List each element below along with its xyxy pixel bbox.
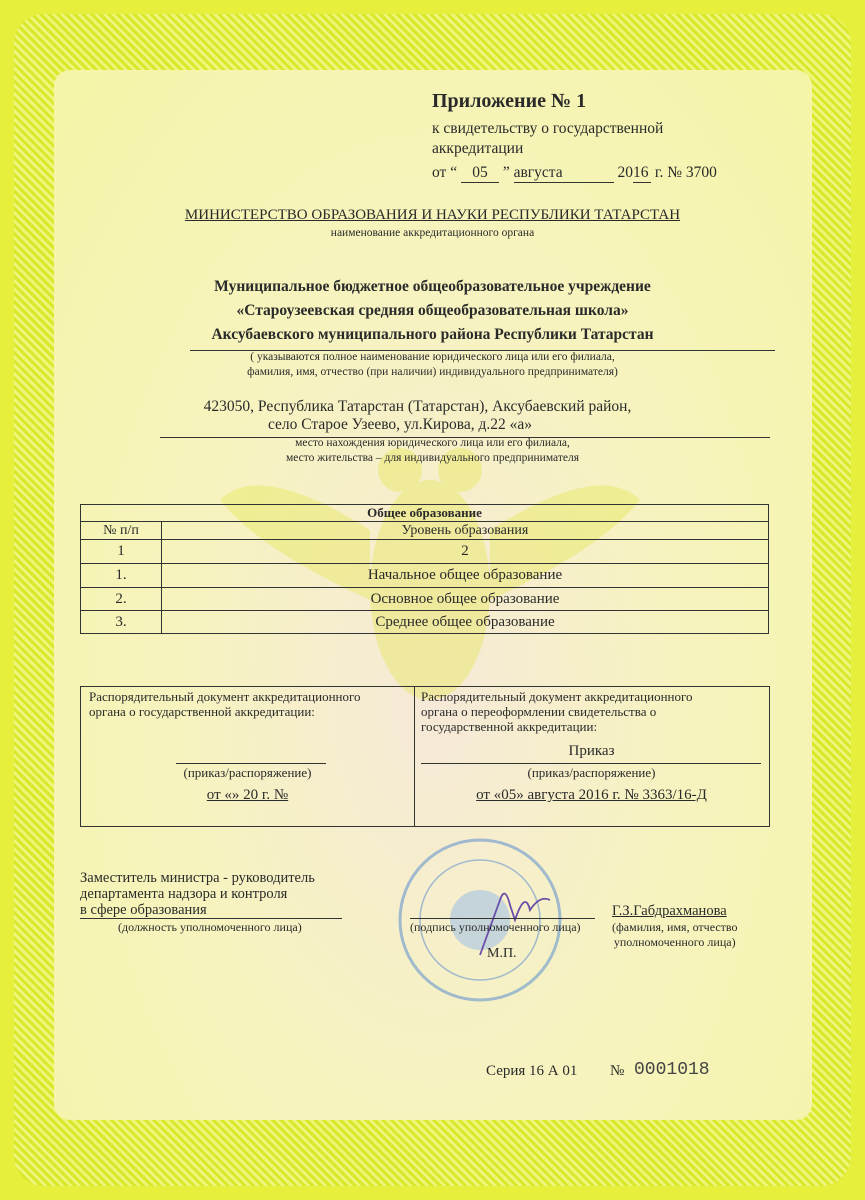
signature-caption: (подпись уполномоченного лица) — [410, 920, 581, 934]
org-name-1: Муниципальное бюджетное общеобразовательное учреждение — [214, 278, 651, 295]
row-number: 2. — [81, 588, 162, 611]
right-date: от «05» августа 2016 г. № 3363/16-Д — [476, 787, 707, 803]
name-caption: (фамилия, имя, отчество уполномоченного лица) — [612, 920, 738, 949]
table-row — [81, 588, 769, 611]
serial-series: Серия 16 А 01 — [486, 1063, 578, 1079]
serial-number: 0001018 — [634, 1060, 710, 1080]
appendix-number: г. № 3700 — [654, 164, 717, 181]
documents-box — [80, 686, 770, 827]
row-number: 1. — [81, 564, 162, 588]
left-date: от «» 20 г. № — [206, 787, 289, 803]
table-title: Общее образование — [81, 505, 769, 522]
month: августа — [514, 164, 614, 183]
authority-caption: наименование аккредитационного органа — [330, 227, 535, 239]
left-heading: Распорядительный документ аккредитационного органа о государственной аккредитации: — [89, 689, 361, 719]
day: 05 — [461, 164, 499, 183]
appendix-subtitle-1: к свидетельству о государственной — [432, 120, 664, 137]
signer-name: Г.З.Габдрахманова — [612, 903, 727, 919]
org-name-3: Аксубаевского муниципального района Республики Татарстан — [211, 326, 654, 343]
right-doc-type: Приказ — [568, 743, 615, 759]
address-caption-1: место нахождения юридического лица или его филиала, — [295, 437, 570, 449]
serial-number-sign: № — [610, 1063, 625, 1079]
left-caption: (приказ/распоряжение) — [183, 765, 312, 780]
appendix-title: Приложение № 1 — [432, 90, 587, 112]
quote: ” — [502, 164, 510, 181]
address-1: 423050, Республика Татарстан (Татарстан), Аксубаевский район, — [203, 398, 632, 415]
year-prefix: 20 — [617, 164, 633, 181]
table-row — [81, 564, 769, 588]
appendix-subtitle-2: аккредитации — [432, 140, 524, 157]
education-table — [80, 504, 769, 634]
column-number: 2 — [162, 540, 769, 564]
row-level: Среднее общее образование — [162, 611, 769, 634]
from-label: от “ — [432, 164, 458, 181]
header-number: № п/п — [81, 522, 162, 540]
table-row — [81, 611, 769, 634]
row-level: Начальное общее образование — [162, 564, 769, 588]
address-2: село Старое Узеево, ул.Кирова, д.22 «а» — [267, 416, 532, 433]
row-number: 3. — [81, 611, 162, 634]
right-caption: (приказ/распоряжение) — [527, 765, 656, 780]
header-level: Уровень образования — [162, 522, 769, 540]
year: 16 — [633, 164, 651, 183]
position-caption: (должность уполномоченного лица) — [118, 920, 302, 934]
authority-name: МИНИСТЕРСТВО ОБРАЗОВАНИЯ И НАУКИ РЕСПУБЛИКИ ТАТАРСТАН — [184, 207, 681, 223]
org-caption-2: фамилия, имя, отчество (при наличии) индивидуального предпринимателя) — [247, 366, 618, 378]
row-level: Основное общее образование — [162, 588, 769, 611]
org-name-2: «Староузеевская средняя общеобразовательная школа» — [236, 302, 629, 319]
right-heading: Распорядительный документ аккредитационного органа о переоформлении свидетельства о государственной аккредитации: — [421, 689, 693, 734]
org-caption-1: ( указываются полное наименование юридического лица или его филиала, — [250, 351, 615, 363]
address-caption-2: место жительства – для индивидуального предпринимателя — [286, 452, 579, 464]
stamp-place: М.П. — [487, 946, 517, 961]
column-number: 1 — [81, 540, 162, 564]
signer-position: Заместитель министра - руководитель департамента надзора и контроля в сфере образования — [80, 870, 342, 919]
appendix-date — [432, 164, 717, 183]
